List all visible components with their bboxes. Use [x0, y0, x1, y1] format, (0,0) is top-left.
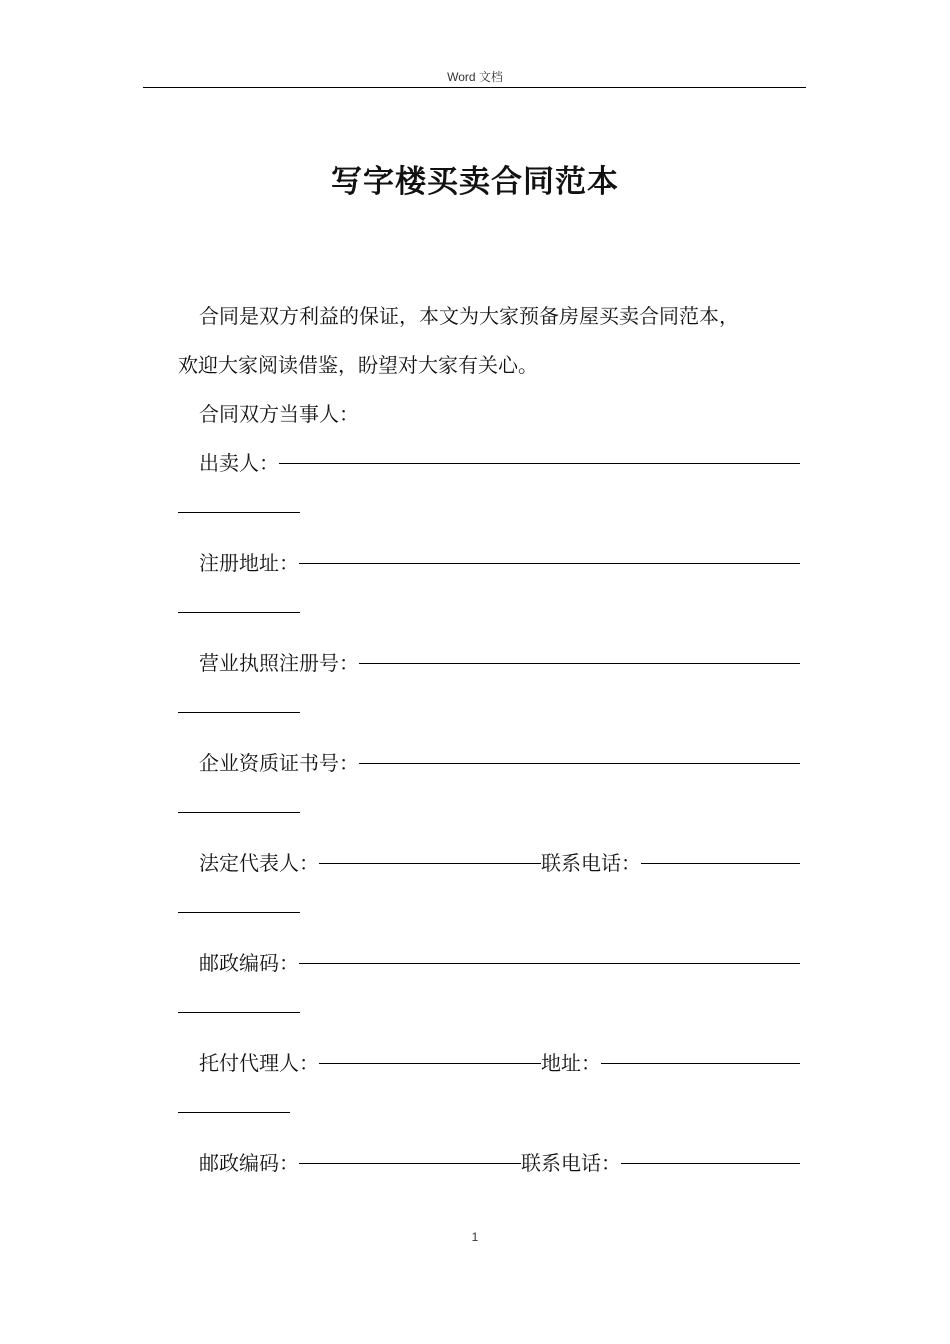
seller-label: 出卖人：	[199, 451, 279, 475]
seller-blank[interactable]	[279, 461, 800, 464]
license-blank-tail[interactable]	[178, 712, 300, 713]
postal-code-2-row	[178, 1139, 800, 1188]
phone-2-blank[interactable]	[621, 1161, 800, 1164]
qualification-blank-tail[interactable]	[178, 812, 300, 813]
address-blank[interactable]	[601, 1061, 800, 1064]
intro-line-2: 欢迎大家阅读借鉴，盼望对大家有关心。	[178, 353, 538, 377]
postal-code-row	[178, 939, 800, 988]
address-label: 地址：	[541, 1051, 601, 1075]
seller-row	[178, 439, 800, 488]
agent-blank[interactable]	[319, 1061, 541, 1064]
phone-blank[interactable]	[641, 861, 800, 864]
intro-line-1: 合同是双方利益的保证，本文为大家预备房屋买卖合同范本，	[199, 304, 739, 328]
postal-code-2-label: 邮政编码：	[199, 1151, 299, 1175]
page-header: Word 文档	[447, 70, 503, 84]
seller-blank-tail[interactable]	[178, 512, 300, 513]
reg-address-blank-continued	[178, 588, 800, 639]
document-title: 写字楼买卖合同范本	[331, 164, 619, 200]
seller-blank-continued	[178, 488, 800, 539]
postal-code-2-blank[interactable]	[299, 1161, 521, 1164]
reg-address-blank-tail[interactable]	[178, 612, 300, 613]
postal-code-blank-continued	[178, 988, 800, 1039]
agent-label: 托付代理人：	[199, 1051, 319, 1075]
phone-blank-continued	[178, 888, 800, 939]
reg-address-blank[interactable]	[299, 561, 800, 564]
phone-2-label: 联系电话：	[521, 1151, 621, 1175]
license-blank-continued	[178, 688, 800, 739]
postal-code-blank[interactable]	[299, 961, 800, 964]
reg-address-row	[178, 539, 800, 588]
address-blank-tail[interactable]	[178, 1112, 290, 1113]
license-label: 营业执照注册号：	[199, 651, 359, 675]
phone-label: 联系电话：	[541, 851, 641, 875]
document-body	[178, 292, 800, 1188]
qualification-row	[178, 739, 800, 788]
qualification-label: 企业资质证书号：	[199, 751, 359, 775]
legal-rep-row	[178, 839, 800, 888]
parties-heading: 合同双方当事人：	[199, 402, 359, 426]
qualification-blank[interactable]	[359, 761, 800, 764]
postal-code-label: 邮政编码：	[199, 951, 299, 975]
qualification-blank-continued	[178, 788, 800, 839]
header-divider	[143, 87, 806, 88]
phone-blank-tail[interactable]	[178, 912, 300, 913]
postal-code-blank-tail[interactable]	[178, 1012, 300, 1013]
legal-rep-blank[interactable]	[319, 861, 541, 864]
license-blank[interactable]	[359, 661, 800, 664]
agent-row	[178, 1039, 800, 1088]
address-blank-continued	[178, 1088, 800, 1139]
legal-rep-label: 法定代表人：	[199, 851, 319, 875]
reg-address-label: 注册地址：	[199, 551, 299, 575]
license-row	[178, 639, 800, 688]
page-number: 1	[471, 1230, 479, 1244]
